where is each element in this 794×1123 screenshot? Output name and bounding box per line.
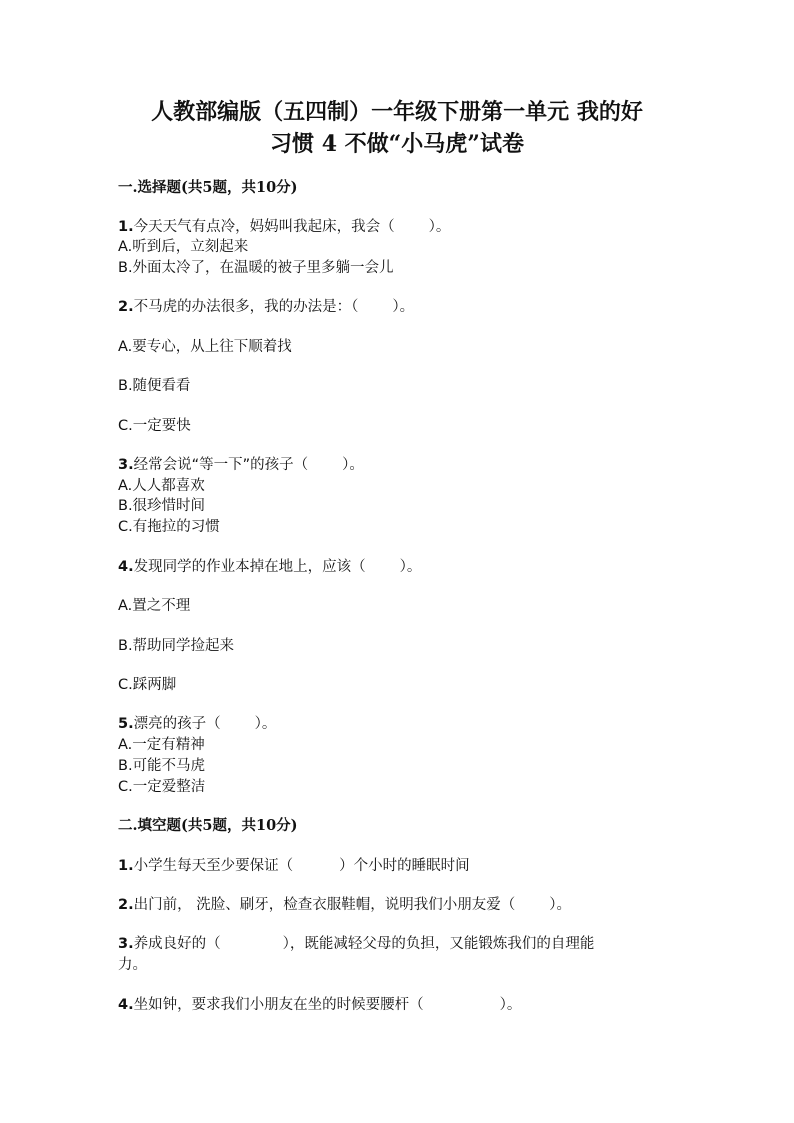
option-item: B.很珍惜时间 bbox=[118, 498, 206, 514]
question-number: 1. bbox=[118, 858, 134, 874]
question-text-before: 漂亮的孩子（ bbox=[133, 716, 221, 732]
option-item: B.可能不马虎 bbox=[118, 758, 206, 774]
question-stem bbox=[118, 455, 364, 475]
question-text-before: 不马虎的办法很多，我的办法是：（ bbox=[133, 299, 359, 315]
question-text-after: ）。 bbox=[342, 457, 364, 473]
option-item: C.踩两脚 bbox=[118, 677, 177, 693]
question-text-before: 养成良好的（ bbox=[133, 936, 221, 952]
question-number: 4. bbox=[118, 997, 134, 1013]
question-number: 3. bbox=[118, 936, 134, 952]
question-number: 1. bbox=[118, 219, 134, 235]
question-text-before: 发现同学的作业本掉在地上，应该（ bbox=[133, 559, 366, 575]
question-number: 2. bbox=[118, 299, 134, 315]
question-stem bbox=[118, 557, 421, 577]
question-number: 5. bbox=[118, 716, 134, 732]
question-text-after: ）。 bbox=[549, 897, 571, 913]
option-item: B.外面太冷了，在温暖的被子里多躺一会儿 bbox=[118, 260, 394, 276]
section-heading-choice: 一.选择题(共5题，共10分) bbox=[118, 179, 298, 196]
question-text-after: ）个小时的睡眠时间 bbox=[339, 858, 470, 874]
question-text-after: ）。 bbox=[392, 299, 415, 315]
exam-title-line-2: 习惯 4 不做“小马虎”试卷 bbox=[270, 131, 524, 157]
question-stem bbox=[118, 297, 414, 317]
option-item: C.有拖拉的习惯 bbox=[118, 519, 220, 535]
option-item: C.一定爱整洁 bbox=[118, 779, 206, 795]
option-item: A.要专心，从上往下顺着找 bbox=[118, 339, 292, 355]
question-text-before: 经常会说“等一下”的孩子（ bbox=[133, 457, 309, 473]
question-text-after: ）。 bbox=[254, 716, 277, 732]
option-item: B.随便看看 bbox=[118, 378, 191, 394]
option-item: A.听到后，立刻起来 bbox=[118, 239, 249, 255]
question-text-after: ），既能减轻父母的负担，又能锻炼我们的自理能 bbox=[282, 936, 595, 952]
option-item: A.人人都喜欢 bbox=[118, 478, 205, 494]
question-number: 2. bbox=[118, 897, 134, 913]
question-text-after: ）。 bbox=[499, 997, 522, 1013]
question-text-after: ）。 bbox=[399, 559, 422, 575]
option-item: B.帮助同学捡起来 bbox=[118, 638, 235, 654]
question-text-after: ）。 bbox=[428, 219, 451, 235]
question-stem bbox=[118, 895, 571, 915]
question-number: 3. bbox=[118, 457, 134, 473]
question-stem bbox=[118, 714, 276, 734]
question-stem bbox=[118, 995, 521, 1015]
option-item: C.一定要快 bbox=[118, 418, 191, 434]
question-text-before: 坐如钟，要求我们小朋友在坐的时候要腰杆（ bbox=[133, 997, 424, 1013]
section-heading-fill-in: 二.填空题(共5题，共10分) bbox=[118, 817, 298, 834]
question-text-before: 出门前， 洗脸、刷牙，检查衣服鞋帽，说明我们小朋友爱（ bbox=[133, 897, 516, 913]
question-stem bbox=[118, 856, 470, 876]
option-item: A.置之不理 bbox=[118, 598, 191, 614]
question-continuation: 力。 bbox=[118, 957, 147, 973]
exam-title-line-1: 人教部编版（五四制）一年级下册第一单元 我的好 bbox=[151, 99, 643, 125]
option-item: A.一定有精神 bbox=[118, 737, 205, 753]
question-number: 4. bbox=[118, 559, 134, 575]
question-text-before: 今天天气有点冷，妈妈叫我起床，我会（ bbox=[133, 219, 395, 235]
question-stem bbox=[118, 934, 594, 954]
question-text-before: 小学生每天至少要保证（ bbox=[133, 858, 294, 874]
question-stem bbox=[118, 217, 450, 237]
